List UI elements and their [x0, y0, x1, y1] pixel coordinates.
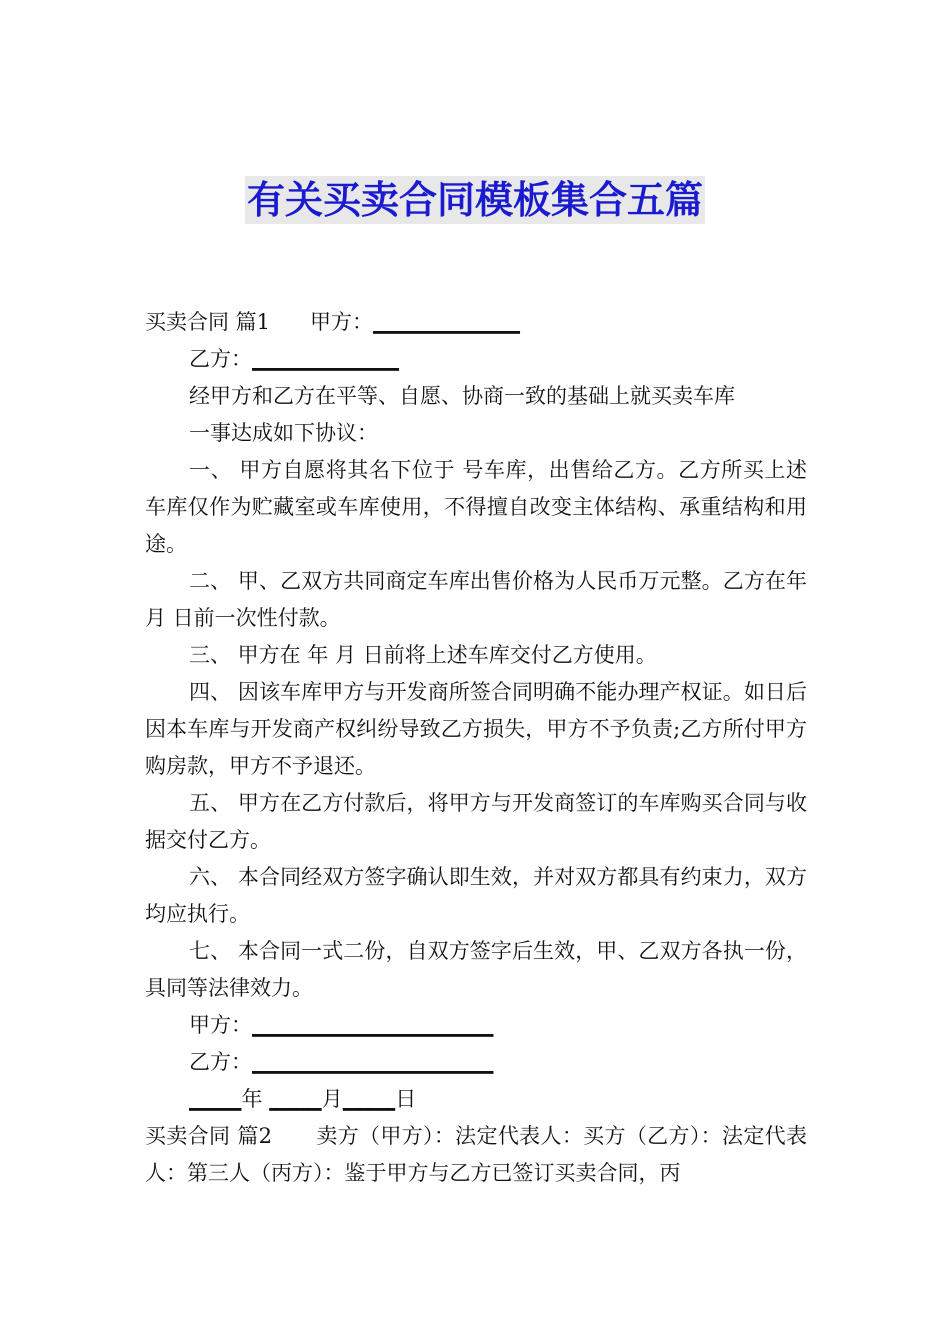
- intro-line-2: 一事达成如下协议：: [189, 421, 378, 445]
- party-a-label: 甲方：: [310, 310, 374, 334]
- date-day-blank: _____: [342, 1087, 396, 1111]
- contract-1-heading: 买卖合同 篇1: [145, 310, 271, 334]
- contract-2-text: 卖方（甲方）：法定代表人：买方（乙方）：法定代表人：第三人（丙方）：鉴于甲方与乙方已签订买卖合同，丙: [145, 1124, 807, 1185]
- sign-b-line: [145, 1044, 807, 1081]
- party-b-label: 乙方：: [189, 347, 252, 371]
- date-year-label: 年: [241, 1087, 263, 1111]
- sign-a-line: [145, 1007, 807, 1044]
- party-b-blank: ______________: [252, 347, 399, 371]
- clause-4: 四、 因该车库甲方与开发商所签合同明确不能办理产权证。如日后因本车库与开发商产权纠纷导致乙方损失，甲方不予负责;乙方所付甲方购房款，甲方不予退还。: [145, 680, 807, 778]
- party-a-blank: ______________: [373, 310, 521, 334]
- document-title: 有关买卖合同模板集合五篇: [246, 178, 703, 222]
- sign-a-label: 甲方：: [189, 1013, 252, 1037]
- date-year-blank: _____: [189, 1087, 242, 1111]
- clause-6: 六、 本合同经双方签字确认即生效，并对双方都具有约束力，双方均应执行。: [145, 865, 807, 926]
- contract-1-heading-line: [145, 304, 807, 341]
- contract-2-heading: 买卖合同 篇2: [145, 1124, 273, 1148]
- sign-b-label: 乙方：: [189, 1050, 252, 1074]
- date-month-blank: _____: [269, 1087, 322, 1111]
- sign-b-blank: _______________________: [252, 1050, 494, 1074]
- date-month-label: 月: [321, 1087, 343, 1111]
- party-b-line: [145, 341, 807, 378]
- contract-2-paragraph: [145, 1118, 807, 1192]
- clause-5: 五、 甲方在乙方付款后，将甲方与开发商签订的车库购买合同与收据交付乙方。: [145, 791, 807, 852]
- clause-2: 二、 甲、乙双方共同商定车库出售价格为人民币万元整。乙方在年 月 日前一次性付款。: [145, 569, 807, 630]
- document-title-wrap: [0, 176, 950, 224]
- clause-3: 三、 甲方在 年 月 日前将上述车库交付乙方使用。: [189, 643, 657, 667]
- date-day-label: 日: [395, 1087, 417, 1111]
- intro-line-1: 经甲方和乙方在平等、自愿、协商一致的基础上就买卖车库: [189, 384, 735, 408]
- document-body: [145, 304, 807, 1192]
- clause-1: 一、 甲方自愿将其名下位于 号车库，出售给乙方。乙方所买上述车库仅作为贮藏室或车库使用，不得擅自改变主体结构、承重结构和用途。: [145, 458, 807, 556]
- clause-7: 七、 本合同一式二份，自双方签字后生效，甲、乙双方各执一份，具同等法律效力。: [145, 939, 807, 1000]
- date-line: [145, 1081, 807, 1118]
- sign-a-blank: _______________________: [252, 1013, 494, 1037]
